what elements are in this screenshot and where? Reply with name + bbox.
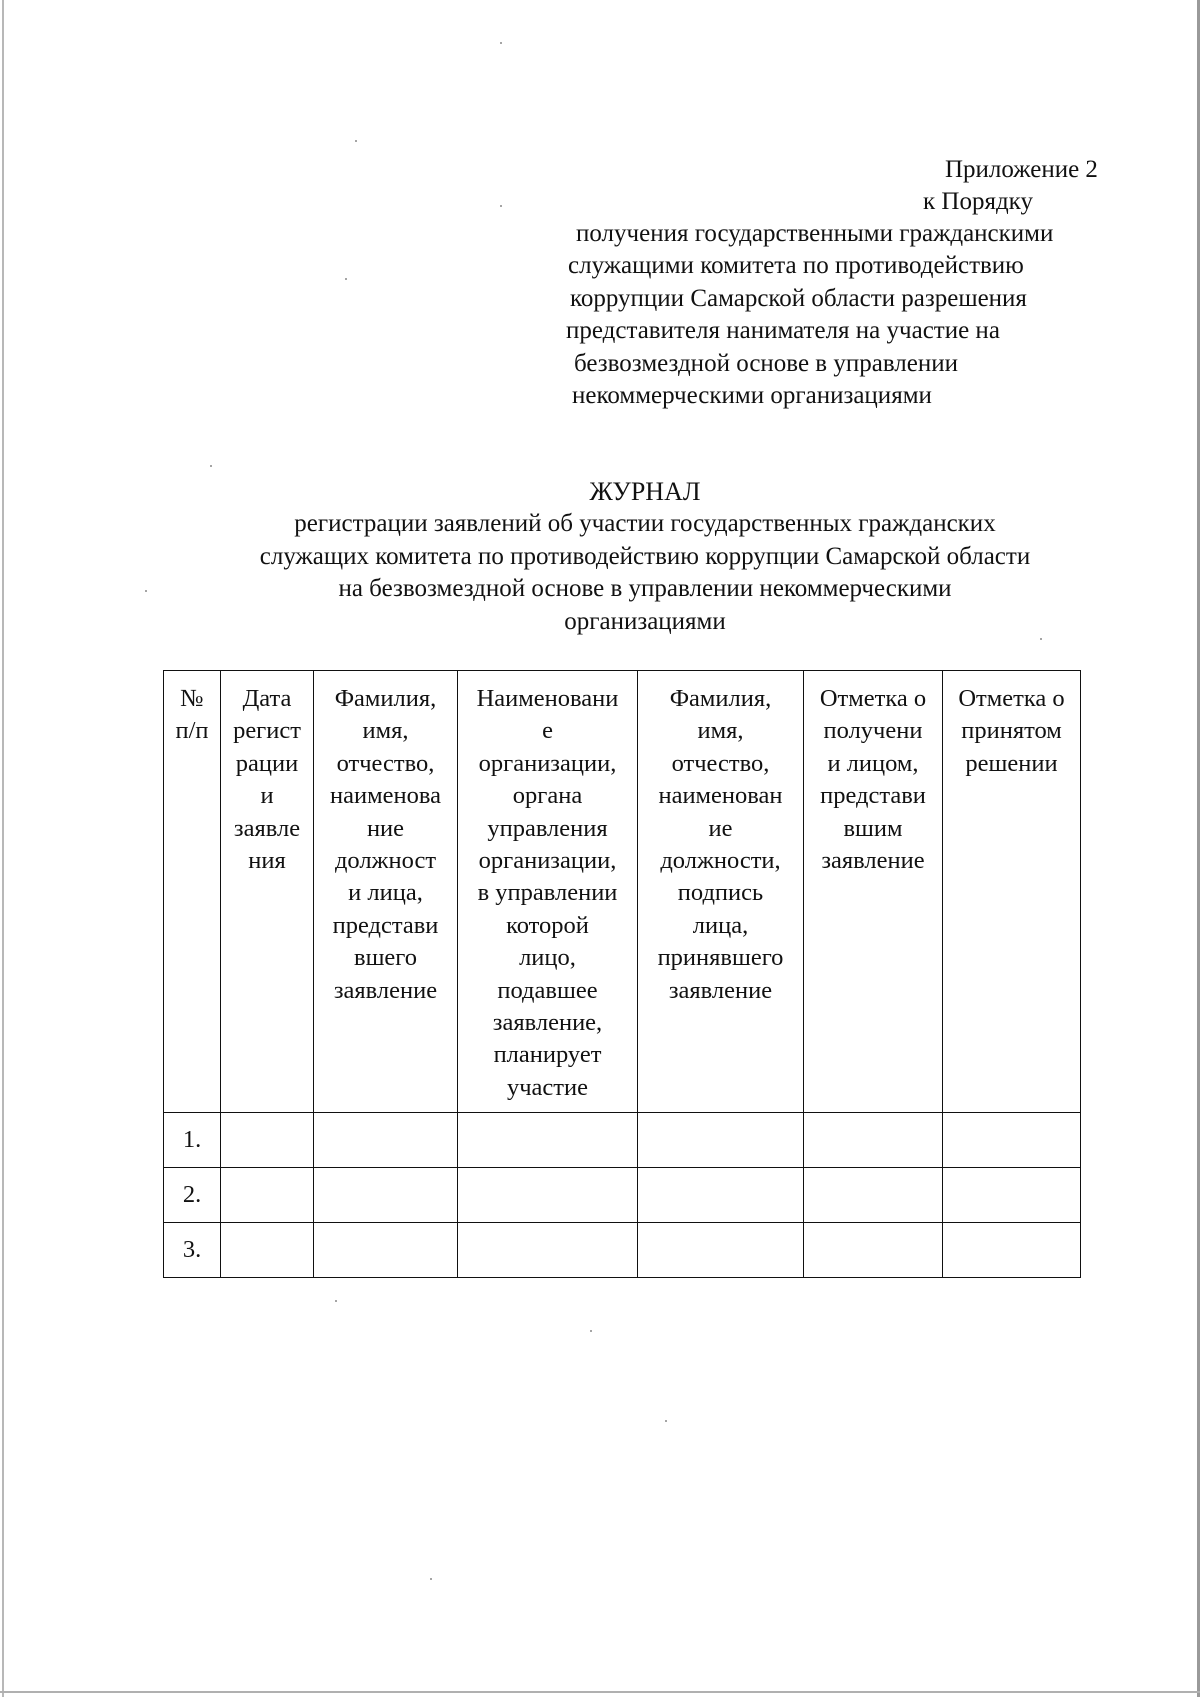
appendix-body-line: некоммерческими организациями — [572, 382, 932, 410]
scan-speck — [590, 1330, 592, 1332]
table-cell — [638, 1223, 804, 1278]
table-cell — [804, 1223, 943, 1278]
scan-speck — [1040, 638, 1042, 640]
table-row — [164, 1223, 1081, 1278]
table-cell — [943, 1168, 1081, 1223]
scan-speck — [210, 465, 212, 467]
table-cell — [458, 1168, 638, 1223]
table-row — [164, 1168, 1081, 1223]
scan-edge-bottom — [0, 1691, 1200, 1693]
table-cell — [458, 1113, 638, 1168]
table-cell — [314, 1168, 458, 1223]
appendix-title: Приложение 2 — [945, 156, 1098, 183]
journal-subtitle — [150, 508, 1140, 638]
journal-subtitle-line: на безвозмездной основе в управлении некоммерческими — [338, 575, 952, 602]
table-cell — [221, 1168, 314, 1223]
scan-speck — [665, 1420, 667, 1422]
table-cell — [943, 1223, 1081, 1278]
column-header-receipt-mark: Отметка о получени и лицом, представи вшим заявление — [804, 671, 943, 1113]
row-number: 1. — [164, 1113, 221, 1168]
row-number: 2. — [164, 1168, 221, 1223]
appendix-body — [560, 218, 1130, 412]
column-header-decision-mark: Отметка о принятом решении — [943, 671, 1081, 1113]
journal-subtitle-line: регистрации заявлений об участии государственных гражданских — [294, 510, 996, 537]
table-cell — [458, 1223, 638, 1278]
scan-speck — [335, 1300, 337, 1302]
registration-journal-table — [163, 670, 1081, 1278]
appendix-body-line: безвозмездной основе в управлении — [574, 349, 959, 377]
appendix-body-line: служащими комитета по противодействию — [568, 252, 1024, 280]
scan-edge-left — [2, 0, 4, 1697]
column-header-number: № п/п — [164, 671, 221, 1113]
table-cell — [638, 1168, 804, 1223]
table-row — [164, 1113, 1081, 1168]
journal-subtitle-line: служащих комитета по противодействию коррупции Самарской области — [259, 542, 1031, 570]
table-cell — [804, 1113, 943, 1168]
journal-title: ЖУРНАЛ — [589, 477, 701, 506]
appendix-body-line: представителя нанимателя на участие на — [566, 317, 1000, 345]
journal-subtitle-line: организациями — [564, 607, 726, 635]
row-number: 3. — [164, 1223, 221, 1278]
scan-speck — [145, 590, 147, 592]
scan-speck — [430, 1578, 432, 1580]
scan-speck — [500, 42, 502, 44]
column-header-receiver: Фамилия, имя, отчество, наименован ие должности, подпись лица, принявшего заявление — [638, 671, 804, 1113]
scan-speck — [500, 205, 502, 207]
table-cell — [221, 1113, 314, 1168]
column-header-applicant: Фамилия, имя, отчество, наименова ние должност и лица, представи вшего заявление — [314, 671, 458, 1113]
table-header-row — [164, 671, 1081, 1113]
scan-speck — [355, 140, 357, 142]
appendix-body-line: получения государственными гражданскими — [576, 220, 1054, 247]
table-cell — [314, 1113, 458, 1168]
table-cell — [943, 1113, 1081, 1168]
column-header-organization: Наименовани е организации, органа управления организации, в управлении которой лицо, подавшее заявление, планирует участие — [458, 671, 638, 1113]
column-header-registration-date: Дата регист рации и заявле ния — [221, 671, 314, 1113]
table-cell — [804, 1168, 943, 1223]
table-cell — [314, 1223, 458, 1278]
scan-speck — [345, 278, 347, 280]
appendix-body-line: коррупции Самарской области разрешения — [570, 284, 1027, 312]
table-cell — [638, 1113, 804, 1168]
appendix-reference: к Порядку — [923, 188, 1033, 215]
table-cell — [221, 1223, 314, 1278]
